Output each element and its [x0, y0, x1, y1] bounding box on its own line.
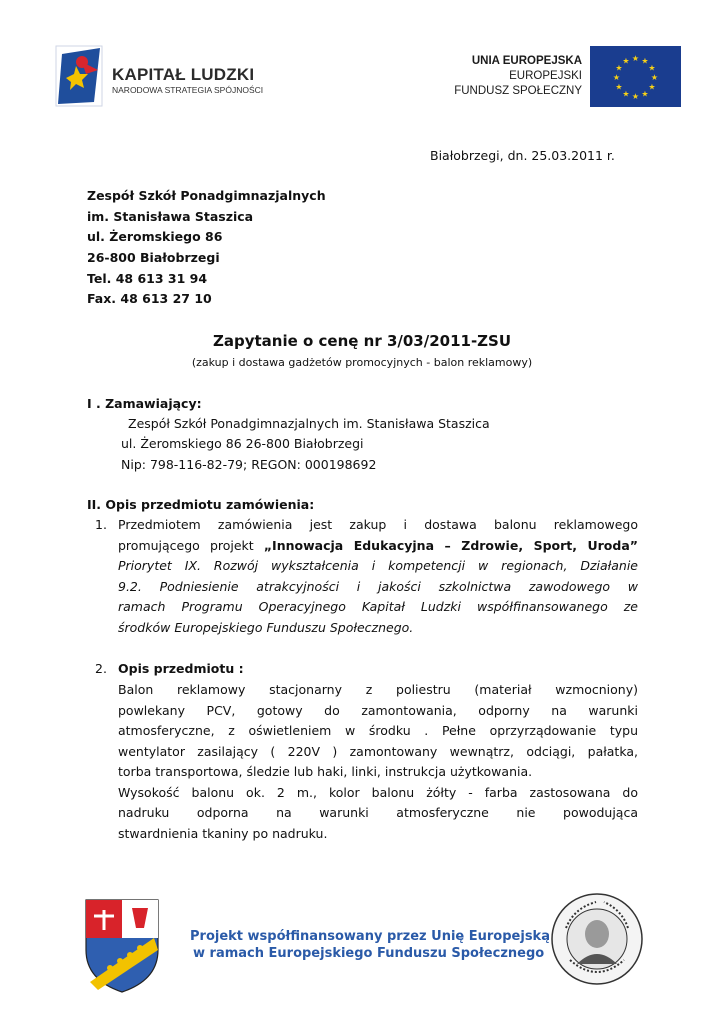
item2-line: torba transportowa, śledzie lub haki, linki, instrukcja użytkowania. — [118, 764, 533, 779]
svg-text:★: ★ — [622, 89, 630, 99]
footer-line1: Projekt współfinansowany przez Unię Europejską — [190, 929, 550, 944]
document-subtitle: (zakup i dostawa gadżetów promocyjnych - balon reklamowy) — [191, 356, 533, 369]
svg-text:★: ★ — [622, 56, 630, 66]
svg-text:★: ★ — [631, 92, 640, 101]
section1-line: ul. Żeromskiego 86 26-800 Białobrzegi — [121, 436, 364, 451]
item1-number: 1. — [95, 517, 107, 532]
svg-text:★: ★ — [641, 89, 649, 99]
svg-text:★: ★ — [648, 82, 656, 92]
kapital-ludzki-title: KAPITAŁ LUDZKI — [112, 65, 255, 84]
section1-line: Zespół Szkół Ponadgimnazjalnych im. Stanisława Staszica — [128, 416, 490, 431]
svg-text:★: ★ — [648, 63, 656, 73]
item2-line: Balon reklamowy stacjonarny z poliestru (materiał wzmocniony) — [118, 682, 638, 697]
kapital-ludzki-logo — [52, 44, 110, 110]
svg-text:★: ★ — [631, 54, 640, 63]
item1-italic-line: 9.2. Podniesienie atrakcyjności i jakości szkolnictwa zawodowego w — [118, 579, 638, 594]
item2-line: nadruku odporna na warunki atmosferyczne nie powodująca — [118, 805, 638, 820]
kapital-ludzki-subtitle: NARODOWA STRATEGIA SPÓJNOŚCI — [112, 85, 264, 95]
section1-heading: I . Zamawiający: — [87, 396, 202, 411]
ue-label-line2: EUROPEJSKI — [509, 70, 582, 82]
footer-line2: w ramach Europejskiego Funduszu Społecznego — [193, 946, 545, 961]
item1-italic-line: ramach Programu Operacyjnego Kapitał Ludzki współfinansowanego ze — [118, 599, 638, 614]
project-name: „Innowacja Edukacyjna – Zdrowie, Sport, Uroda” — [263, 538, 638, 553]
sender-line: 26-800 Białobrzegi — [87, 250, 220, 265]
date-line: Białobrzegi, dn. 25.03.2011 r. — [430, 148, 615, 163]
item1-italic-line: środków Europejskiego Funduszu Społecznego. — [118, 620, 414, 635]
item2-line: powlekany PCV, gotowy do zamontowania, odporny na warunki — [118, 703, 638, 718]
item2-line: atmosferyczne, z oświetleniem w środku . Pełne oprzyrządowanie typu — [118, 723, 638, 738]
item2-line: stwardnienia tkaniny po nadruku. — [118, 826, 328, 841]
svg-text:★: ★ — [615, 82, 623, 92]
item2-line: wentylator zasilający ( 220V ) zamontowany wewnątrz, odciągi, pałatka, — [118, 744, 638, 759]
ue-label-line1: UNIA EUROPEJSKA — [471, 55, 582, 67]
item1-line2-plain: promującego projekt — [118, 538, 264, 553]
item2-line: Wysokość balonu ok. 2 m., kolor balonu żółty - farba zastosowana do — [118, 785, 638, 800]
item2-number: 2. — [95, 661, 107, 676]
svg-text:★: ★ — [641, 56, 649, 66]
item1-italic-line: Priorytet IX. Rozwój wykształcenia i kompetencji w regionach, Działanie — [118, 558, 638, 573]
powiat-coat-of-arms-icon — [82, 898, 162, 994]
sender-line: ul. Żeromskiego 86 — [87, 229, 223, 244]
svg-text:★: ★ — [612, 73, 621, 82]
school-seal-icon — [550, 892, 644, 986]
sender-line: Fax. 48 613 27 10 — [87, 291, 212, 306]
section1-line: Nip: 798-116-82-79; REGON: 000198692 — [121, 457, 377, 472]
document-title: Zapytanie o cenę nr 3/03/2011-ZSU — [212, 332, 512, 350]
sender-line: im. Stanisława Staszica — [87, 209, 254, 224]
sender-line: Tel. 48 613 31 94 — [87, 271, 208, 286]
section2-heading: II. Opis przedmiotu zamówienia: — [87, 497, 315, 512]
item1-line2 — [118, 538, 638, 553]
svg-text:★: ★ — [615, 63, 623, 73]
item2-heading: Opis przedmiotu : — [118, 661, 244, 676]
ue-label-line3: FUNDUSZ SPOŁECZNY — [454, 85, 582, 97]
svg-text:★: ★ — [650, 73, 659, 82]
eu-flag-icon — [590, 46, 681, 107]
sender-line: Zespół Szkół Ponadgimnazjalnych — [87, 188, 326, 203]
item1-line: Przedmiotem zamówienia jest zakup i dostawa balonu reklamowego — [118, 517, 638, 532]
